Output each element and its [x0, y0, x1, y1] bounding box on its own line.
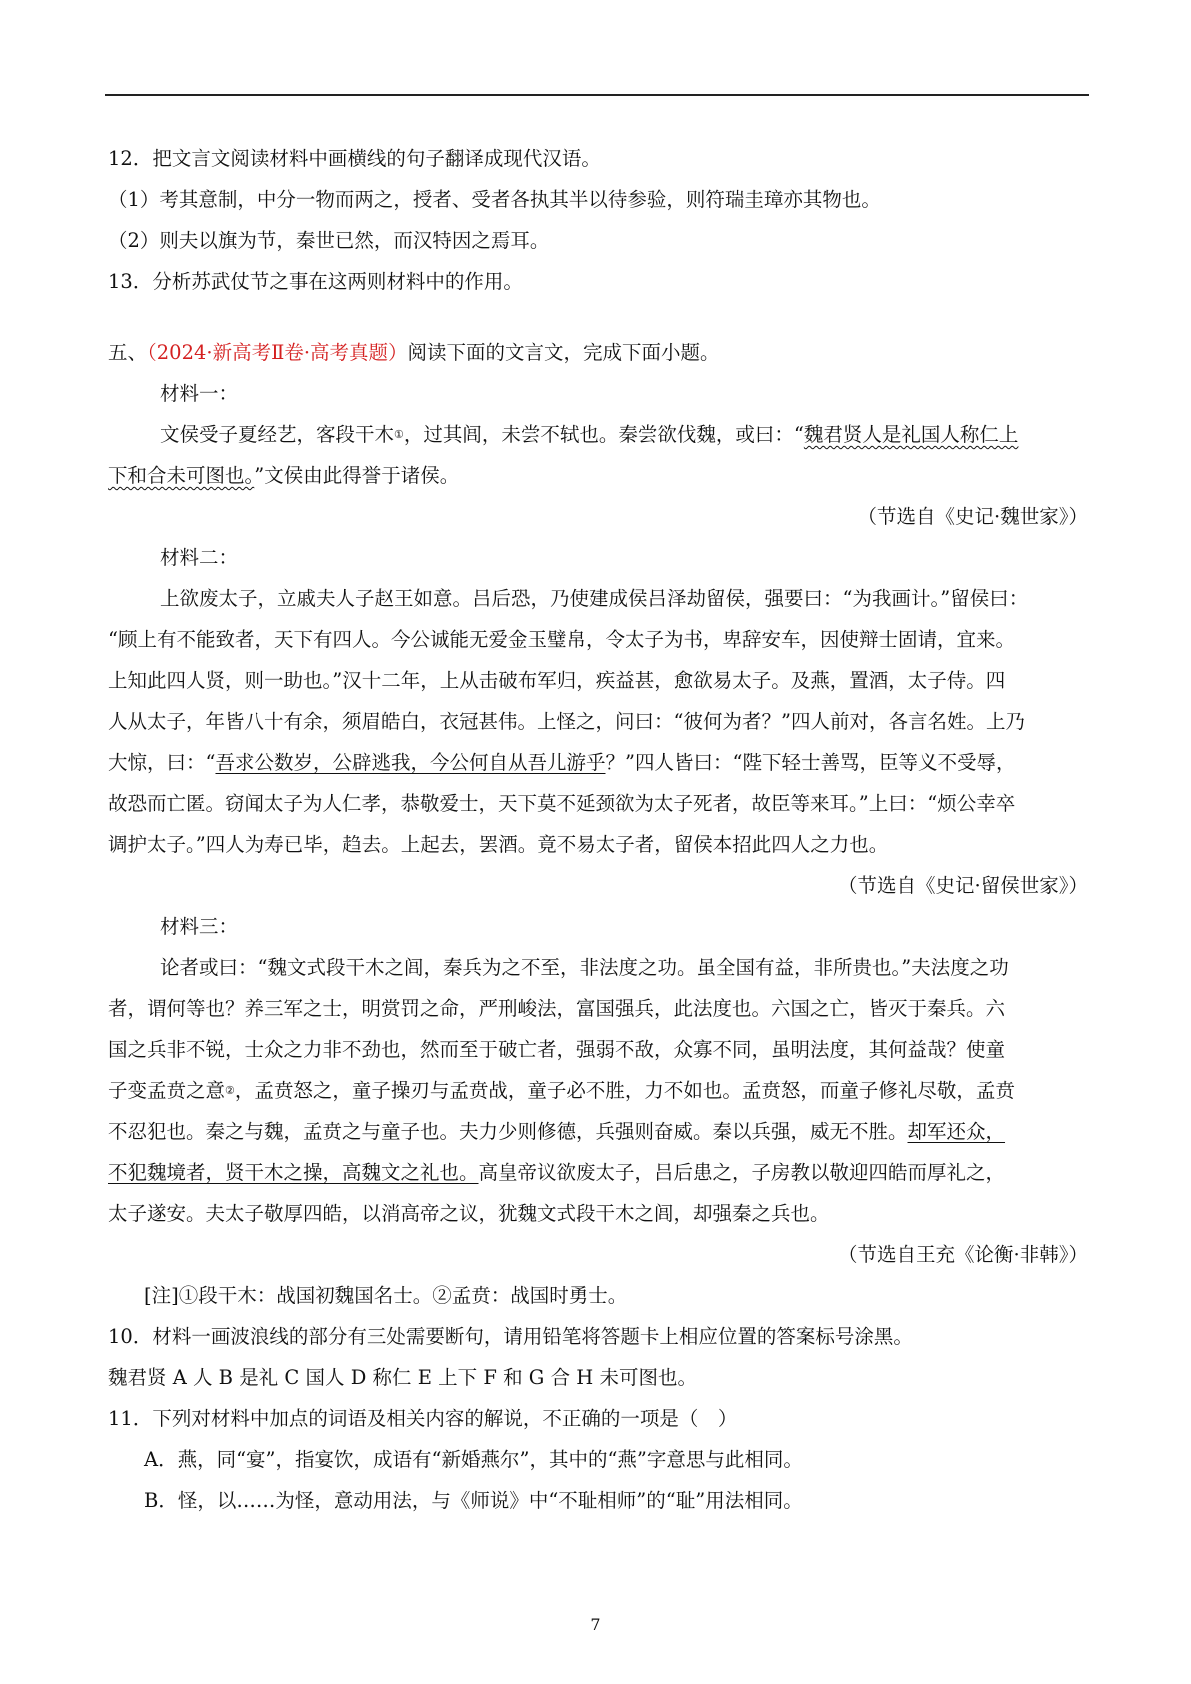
q11-option-b: B．怪，以……为怪，意动用法，与《师说》中“不耻相师”的“耻”用法相同。 [144, 1489, 803, 1512]
section-instruction: 阅读下面的文言文，完成下面小题。 [407, 341, 720, 364]
material-1-title: 材料一： [160, 382, 239, 405]
material-1-line: 文侯受子夏经艺，客段干木①，过其闾，未尝不轼也。秦尝欲伐魏，或曰：“魏君贤人是礼国人称仁上 [160, 423, 1019, 446]
wavy-underlined-text: 下和合未可图也。 [108, 464, 255, 487]
underlined-sentence: 不犯魏境者，贤干木之操，高魏文之礼也。 [108, 1161, 479, 1184]
annotation-notes: [注]①段干木：战国初魏国名士。②孟贲：战国时勇士。 [144, 1284, 628, 1307]
q11-stem: 11．下列对材料中加点的词语及相关内容的解说，不正确的一项是（ ） [108, 1407, 738, 1430]
q13-stem: 13．分析苏武仗节之事在这两则材料中的作用。 [108, 270, 523, 293]
underlined-sentence: 却军还众， [907, 1120, 1006, 1143]
material-3-line: 者，谓何等也？养三军之士，明赏罚之命，严刑峻法，富国强兵，此法度也。六国之亡，皆灭于秦兵。六 [108, 997, 1006, 1020]
footnote-marker: ① [394, 428, 404, 441]
material-1-line: 下和合未可图也。”文侯由此得誉于诸侯。 [108, 464, 460, 487]
material-3-source: （节选自王充《论衡·非韩》） [838, 1243, 1088, 1266]
q10-stem: 10．材料一画波浪线的部分有三处需要断句，请用铅笔将答题卡上相应位置的答案标号涂黑。 [108, 1325, 913, 1348]
q12-stem: 12．把文言文阅读材料中画横线的句子翻译成现代汉语。 [108, 147, 601, 170]
page-number: 7 [590, 1615, 601, 1634]
footnote-marker: ② [225, 1084, 235, 1097]
material-3-line: 子变孟贲之意②，孟贲怒之，童子操刃与孟贲战，童子必不胜，力不如也。孟贲怒，而童子修礼尽敬，孟贲 [108, 1079, 1015, 1102]
q10-options: 魏君贤 A 人 B 是礼 C 国人 D 称仁 E 上下 F 和 G 合 H 未可图也。 [108, 1366, 697, 1389]
material-2-title: 材料二： [160, 546, 239, 569]
section-source: （2024·新高考Ⅱ卷·高考真题） [147, 341, 408, 364]
q12-sentence-1: （1）考其意制，中分一物而两之，授者、受者各执其半以待参验，则符瑞圭璋亦其物也。 [108, 188, 881, 211]
material-2-line: 人从太子，年皆八十有余，须眉皓白，衣冠甚伟。上怪之，问曰：“彼何为者？”四人前对，各言名姓。上乃 [108, 710, 1025, 733]
material-3-line: 太子遂安。夫太子敬厚四皓，以消高帝之议，犹魏文式段干木之闾，却强秦之兵也。 [108, 1202, 830, 1225]
wavy-underlined-text: 魏君贤人是礼国人称仁上 [803, 423, 1019, 446]
material-1-source: （节选自《史记·魏世家》） [857, 505, 1088, 528]
material-2-line: 故恐而亡匿。窃闻太子为人仁孝，恭敬爱士，天下莫不延颈欲为太子死者，故臣等来耳。”上曰：“烦公幸卒 [108, 792, 1016, 815]
header-rule [105, 94, 1089, 96]
material-2-line: 大惊，曰：“吾求公数岁，公辟逃我，今公何自从吾儿游乎？”四人皆曰：“陛下轻士善骂，臣等义不受辱， [108, 751, 1016, 774]
material-2-line: “顾上有不能致者，天下有四人。今公诚能无爱金玉璧帛，令太子为书，卑辞安车，因使辩士固请，宜来。 [108, 628, 1015, 651]
material-2-line: 上欲废太子，立戚夫人子赵王如意。吕后恐，乃使建成侯吕泽劫留侯，强要曰：“为我画计。”留侯曰： [160, 587, 1029, 610]
spacer [108, 302, 1088, 332]
page-content [108, 138, 1088, 1521]
q12-sentence-2: （2）则夫以旗为节，秦世已然，而汉特因之焉耳。 [108, 229, 550, 252]
material-2-source: （节选自《史记·留侯世家》） [838, 874, 1088, 897]
material-3-line: 不犯魏境者，贤干木之操，高魏文之礼也。高皇帝议欲废太子，吕后患之，子房教以敬迎四皓而厚礼之， [108, 1161, 1006, 1184]
section-heading [108, 332, 1088, 373]
material-3-line: 国之兵非不锐，士众之力非不劲也，然而至于破亡者，强弱不敌，众寡不同，虽明法度，其何益哉？使童 [108, 1038, 1006, 1061]
material-3-line: 论者或曰：“魏文式段干木之闾，秦兵为之不至，非法度之功。虽全国有益，非所贵也。”夫法度之功 [160, 956, 1009, 979]
material-3-title: 材料三： [160, 915, 239, 938]
q11-option-a: A．燕，同“宴”，指宴饮，成语有“新婚燕尔”，其中的“燕”字意思与此相同。 [144, 1448, 803, 1471]
material-2-line: 调护太子。”四人为寿已毕，趋去。上起去，罢酒。竟不易太子者，留侯本招此四人之力也。 [108, 833, 889, 856]
material-2-line: 上知此四人贤，则一助也。”汉十二年，上从击破布军归，疾益甚，愈欲易太子。及燕，置酒，太子侍。四 [108, 669, 1006, 692]
material-3-line: 不忍犯也。秦之与魏，孟贲之与童子也。夫力少则修德，兵强则奋威。秦以兵强，威无不胜。却军还众， [108, 1120, 1006, 1143]
underlined-sentence: 吾求公数岁，公辟逃我，今公何自从吾儿游乎 [215, 751, 606, 774]
section-prefix: 五、 [108, 341, 148, 364]
